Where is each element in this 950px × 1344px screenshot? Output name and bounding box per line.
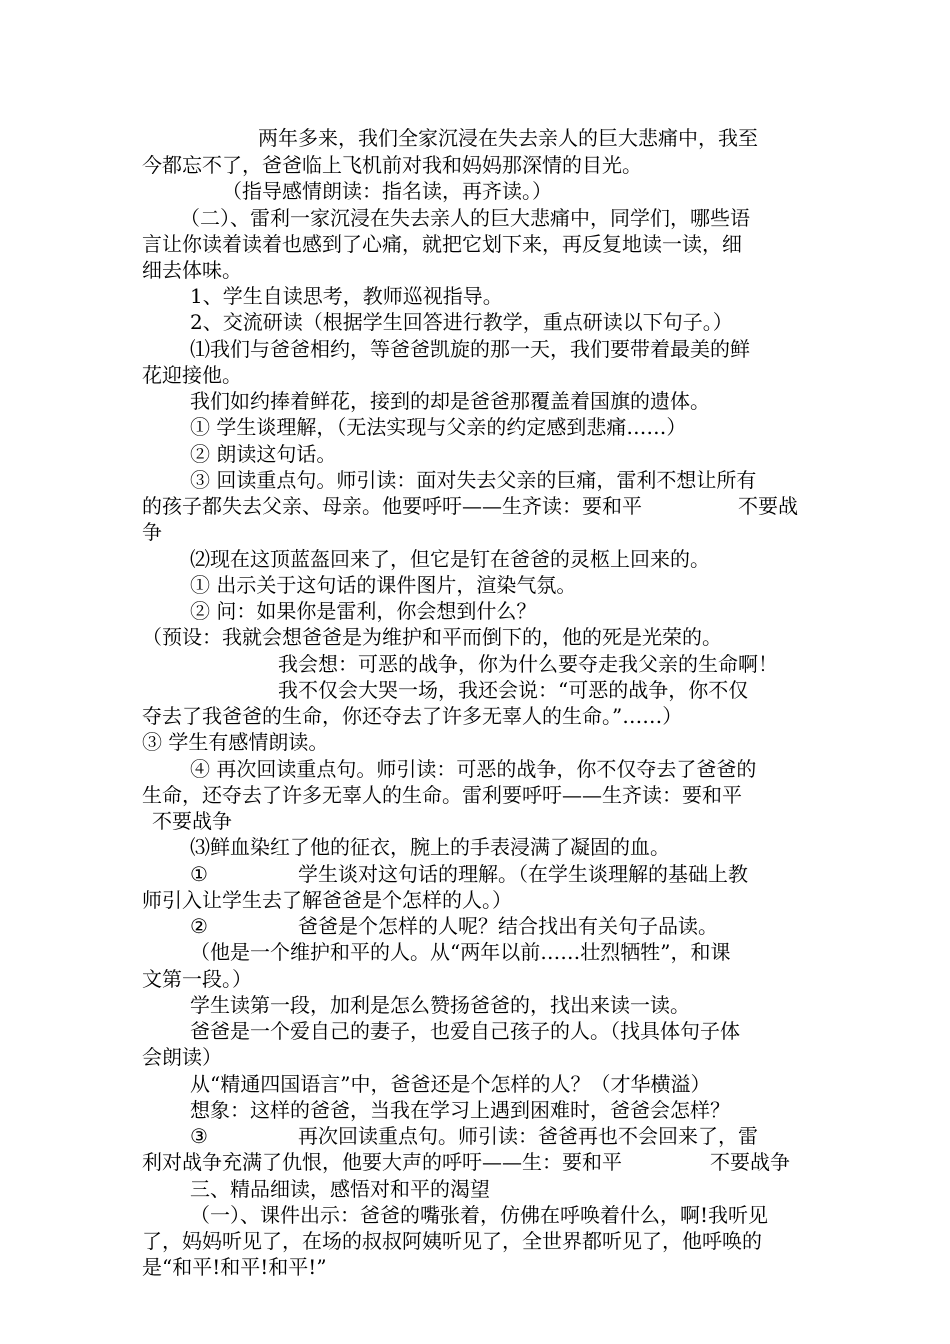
text-line: 想象：这样的爸爸，当我在学习上遇到困难时，爸爸会怎样？ <box>190 1098 730 1122</box>
text-line: ⑶鲜血染红了他的征衣，腕上的手表浸满了凝固的血。 <box>190 835 670 859</box>
text-line: 再次回读重点句。师引读：爸爸再也不会回来了，雷 <box>298 1124 758 1148</box>
text-line: （指导感情朗读：指名读，再齐读。） <box>222 179 552 203</box>
text-line: ③ 学生有感情朗读。 <box>142 730 329 754</box>
text-line: 细去体味。 <box>142 258 242 282</box>
text-line: 花迎接他。 <box>142 363 242 387</box>
text-line: 文第一段。） <box>142 967 252 991</box>
text-line: 的孩子都失去父亲、母亲。他要呼吁——生齐读：要和平 <box>142 494 642 518</box>
text-line: 会朗读） <box>142 1045 222 1069</box>
text-line: 2、交流研读（根据学生回答进行教学，重点研读以下句子。） <box>190 310 733 334</box>
text-line: 师引入让学生去了解爸爸是个怎样的人。） <box>142 888 512 912</box>
text-line: ② <box>190 914 208 938</box>
text-line: 爸爸是个怎样的人呢？结合找出有关句子品读。 <box>298 914 718 938</box>
text-line: ① <box>190 862 208 886</box>
text-line: ① 出示关于这句话的课件图片，渲染气氛。 <box>190 573 577 597</box>
text-line: 爸爸是一个爱自己的妻子，也爱自己孩子的人。（找具体句子体 <box>190 1019 740 1043</box>
text-line: 不要战争 <box>710 1150 790 1174</box>
text-line: 三、精品细读，感悟对和平的渴望 <box>190 1177 490 1201</box>
text-line: （二）、雷利一家沉浸在失去亲人的巨大悲痛中，同学们，哪些语 <box>180 206 750 230</box>
text-line: ① 学生谈理解，（无法实现与父亲的约定感到悲痛……） <box>190 415 687 439</box>
text-line: 我不仅会大哭一场，我还会说：“可恶的战争，你不仅 <box>278 678 749 702</box>
text-line: 利对战争充满了仇恨，他要大声的呼吁——生：要和平 <box>142 1150 622 1174</box>
text-line: ② 朗读这句话。 <box>190 442 337 466</box>
text-line: ⑴我们与爸爸相约，等爸爸凯旋的那一天，我们要带着最美的鲜 <box>190 337 750 361</box>
text-line: 争 <box>142 520 162 544</box>
text-line: ③ <box>190 1124 208 1148</box>
text-line: 夺去了我爸爸的生命，你还夺去了许多无辜人的生命。”……） <box>142 704 683 728</box>
text-line: 从“精通四国语言”中，爸爸还是个怎样的人？（才华横溢） <box>190 1072 711 1096</box>
text-line: 生命，还夺去了许多无辜人的生命。雷利要呼吁——生齐读：要和平 <box>142 783 742 807</box>
text-line: ⑵现在这顶蓝盔回来了，但它是钉在爸爸的灵柩上回来的。 <box>190 547 710 571</box>
text-line: ② 问：如果你是雷利，你会想到什么？ <box>190 599 537 623</box>
text-line: 不要战争 <box>152 809 232 833</box>
text-line: 我会想：可恶的战争，你为什么要夺走我父亲的生命啊！ <box>278 652 778 676</box>
text-line: 不要战 <box>738 494 798 518</box>
text-line: 今都忘不了，爸爸临上飞机前对我和妈妈那深情的目光。 <box>142 153 642 177</box>
text-line: 学生读第一段，加利是怎么赞扬爸爸的，找出来读一读。 <box>190 993 690 1017</box>
text-line: 是“和平!和平!和平!” <box>142 1255 327 1279</box>
text-line: 言让你读着读着也感到了心痛，就把它划下来，再反复地读一读，细 <box>142 232 742 256</box>
text-line: （预设：我就会想爸爸是为维护和平而倒下的，他的死是光荣的。 <box>142 625 722 649</box>
text-line: 我们如约捧着鲜花，接到的却是爸爸那覆盖着国旗的遗体。 <box>190 389 710 413</box>
text-line: 学生谈对这句话的理解。（在学生谈理解的基础上教 <box>298 862 748 886</box>
text-line: 两年多来，我们全家沉浸在失去亲人的巨大悲痛中，我至 <box>258 126 758 150</box>
text-line: 了，妈妈听见了，在场的叔叔阿姨听见了，全世界都听见了，他呼唤的 <box>142 1229 762 1253</box>
text-line: ③ 回读重点句。师引读：面对失去父亲的巨痛，雷利不想让所有 <box>190 468 757 492</box>
text-line: ④ 再次回读重点句。师引读：可恶的战争，你不仅夺去了爸爸的 <box>190 757 757 781</box>
text-line: 1、学生自读思考，教师巡视指导。 <box>190 284 503 308</box>
text-line: （一）、课件出示：爸爸的嘴张着，仿佛在呼唤着什么，啊!我听见 <box>190 1203 769 1227</box>
text-line: （他是一个维护和平的人。从“两年以前……壮烈牺牲”，和课 <box>190 940 731 964</box>
